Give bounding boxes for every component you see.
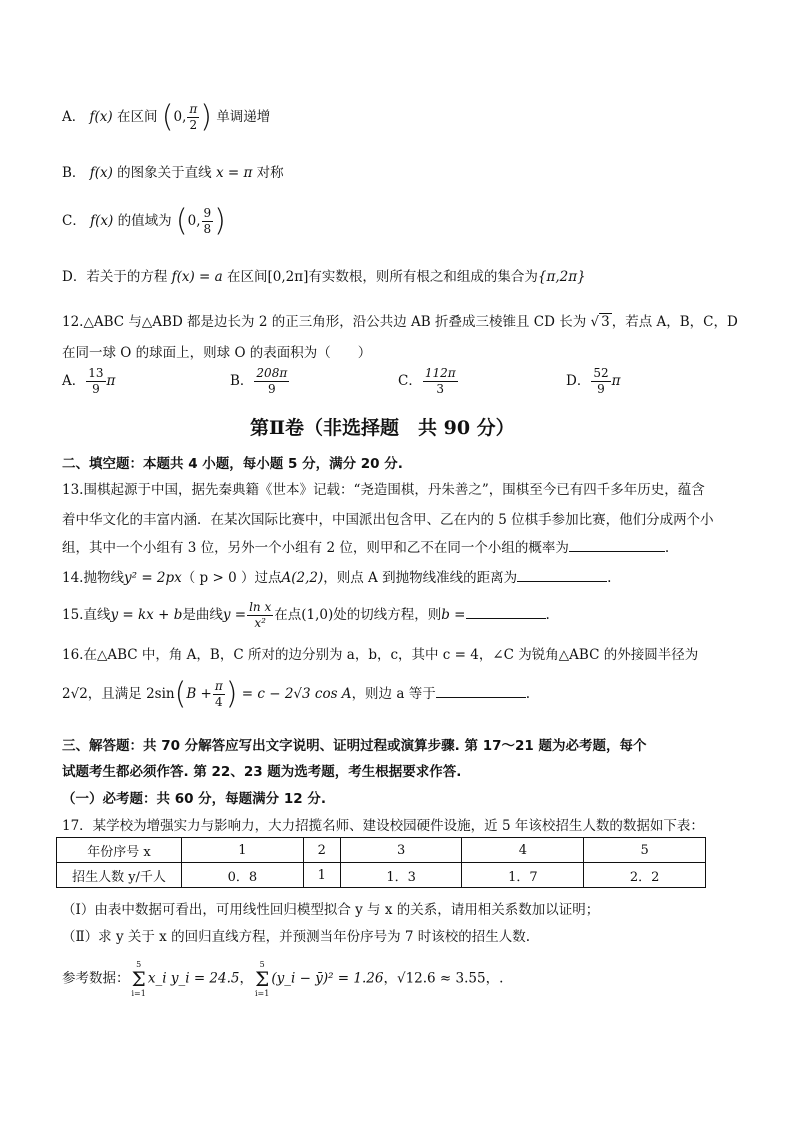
table-cell: 4 [462, 838, 584, 863]
paren-open: ( [175, 203, 188, 239]
section3-heading-line2: 试题考生都必须作答. 第 22、23 题为选考题，考生根据要求作答. [62, 764, 462, 780]
table-cell: 3 [340, 838, 462, 863]
q15-line [62, 600, 550, 631]
reference-value: (y_i − ȳ)² = 1.26 [271, 970, 384, 987]
question-text: 处的切线方程，则 [333, 607, 442, 623]
sigma-icon: Σ [255, 967, 270, 991]
fraction-denominator: 3 [436, 382, 445, 396]
equation-b: B + [186, 686, 212, 702]
equation: y² = 2px [123, 570, 182, 586]
table-row [57, 838, 706, 863]
option-label: A． [62, 373, 86, 389]
q12-line2 [62, 341, 371, 361]
q17-part1: （Ⅰ）由表中数据可看出，可用线性回归模型拟合 y 与 x 的关系，请用相关系数加以证明； [62, 902, 600, 918]
q12-option-c [398, 366, 459, 397]
fraction-numerator: 52 [593, 366, 609, 380]
question-text: ，若点 A，B，C，D [611, 314, 738, 330]
fraction-numerator: 112π [424, 366, 456, 380]
option-tail: 对称 [256, 165, 284, 181]
sqrt-value: 3 [601, 314, 610, 330]
period: . [607, 570, 612, 586]
q13-line2: 着中华文化的丰富内涵．在某次国际比赛中，中国派出包含甲、乙在内的 5 位棋手参加比赛，他们分成两个小 [62, 512, 714, 528]
reference-label: 参考数据： [62, 970, 130, 987]
point: A(2,2) [281, 570, 324, 586]
q11-option-b [62, 161, 284, 181]
q17-part2: （Ⅱ）求 y 关于 x 的回归直线方程，并预测当年份序号为 7 时该校的招生人数. [62, 929, 531, 945]
q11-option-a [62, 99, 271, 135]
q17-reference-data: 参考数据： 5 Σ i=1 x_i y_i = 24.5， 5 Σ i=1 (y_i − ȳ)² = 1.26，√12.6 ≈ 3.55，. [62, 960, 504, 998]
table-cell: 2．2 [584, 863, 706, 888]
function-expr: f(x) [89, 109, 113, 125]
q12-option-d [566, 366, 620, 397]
answer-blank [569, 539, 665, 552]
fraction-denominator: 9 [597, 382, 605, 396]
period: . [664, 540, 670, 556]
paren-open: ( [174, 676, 187, 712]
section3-heading-line1: 三、解答题：共 70 分解答应写出文字说明、证明过程或演算步骤. 第 17～21 题为必考题，每个 [62, 738, 647, 754]
q12-option-b [230, 366, 290, 397]
fraction [247, 600, 273, 631]
q17-intro: 17．某学校为增强实力与影响力，大力招揽名师、建设校园硬件设施，近 5 年该校招生人数的数据如下表： [62, 818, 704, 834]
equation: y = kx + b [110, 607, 183, 623]
function-expr: f(x) [90, 213, 114, 229]
fraction [591, 366, 610, 397]
question-text: 在同一球 O 的球面上，则球 O 的表面积为（ ） [62, 345, 372, 361]
pi-symbol: π [106, 373, 116, 389]
q13-line1: 13.围棋起源于中国，据先秦典籍《世本》记载：“尧造围棋，丹朱善之”，围棋至今已有四千多年历史，蕴含 [62, 482, 705, 498]
option-text: 有实数根，则所有根之和组成的集合为 [308, 269, 538, 285]
fraction [86, 366, 105, 397]
fraction-numerator: 208π [256, 366, 288, 380]
sqrt-symbol: √ [590, 314, 600, 330]
answer-blank [466, 606, 546, 619]
point: (1,0) [301, 607, 334, 623]
paren-open: ( [161, 99, 174, 135]
interval: [0,2π] [267, 269, 309, 285]
option-label: D． [566, 373, 591, 389]
reference-value: x_i y_i = 24.5 [147, 970, 240, 987]
question-text: ，且满足 [87, 686, 142, 702]
table-cell: 1 [182, 838, 304, 863]
answer-blank [517, 569, 607, 582]
reference-value: √12.6 ≈ 3.55 [396, 970, 486, 987]
part2-title: 第Ⅱ卷（非选择题 共 90 分） [250, 417, 515, 439]
table-cell: 2 [303, 838, 340, 863]
equation: f(x) = a [171, 269, 223, 285]
curve-y: y = [222, 607, 247, 623]
equation: x = π [215, 165, 253, 181]
option-text: 若关于的方程 [86, 269, 168, 285]
fraction [423, 366, 458, 397]
fraction-numerator: π [189, 102, 198, 116]
interval-start: 0, [187, 213, 201, 229]
option-text: 的值域为 [117, 213, 172, 229]
sum-upper: 5 [259, 960, 265, 969]
answer-set: {π,2π} [537, 269, 586, 285]
fraction [213, 679, 225, 710]
option-text: 在区间 [117, 109, 158, 125]
q13-line3 [62, 536, 669, 556]
fraction-denominator: 9 [268, 382, 276, 396]
fraction-numerator: π [214, 679, 223, 693]
fraction-denominator: x² [254, 616, 266, 630]
table-cell: 0．8 [182, 863, 304, 888]
table-row [57, 863, 706, 888]
reference-end: ，. [485, 970, 504, 987]
answer-blank [436, 685, 526, 698]
question-text: 在点 [274, 607, 302, 623]
q16-line2 [62, 676, 530, 712]
question-text: 15.直线 [62, 607, 111, 623]
question-text: 组，其中一个小组有 3 位，另外一个小组有 2 位，则甲和乙不在同一个小组的概率为 [62, 540, 569, 556]
option-tail: 单调递增 [216, 109, 271, 125]
option-label: B． [230, 373, 254, 389]
table-cell: 1．3 [340, 863, 462, 888]
q12-option-a [62, 366, 115, 397]
table-cell: 1 [303, 863, 340, 888]
fraction-numerator: 13 [88, 366, 104, 380]
q11-option-c [62, 203, 226, 239]
option-label: D． [62, 269, 87, 285]
radius: 2√2 [62, 686, 88, 702]
question-text: ，则点 A 到抛物线准线的距离为 [323, 570, 518, 586]
question-text: ，则边 a 等于 [351, 686, 436, 702]
sigma-icon: Σ [131, 967, 146, 991]
option-label: A． [62, 109, 86, 125]
question-text: 是曲线 [182, 607, 223, 623]
condition: （ p > 0 ）过点 [181, 570, 282, 586]
question-text: 14.抛物线 [62, 570, 124, 586]
fraction-denominator: 2 [189, 118, 198, 132]
period: . [525, 686, 530, 702]
q11-option-d [62, 265, 586, 285]
equation-pre: 2sin [146, 686, 175, 702]
q14-line [62, 566, 611, 586]
section3-subheading: （一）必考题：共 60 分，每题满分 12 分. [62, 791, 327, 807]
section2-heading: 二、填空题：本题共 4 小题，每小题 5 分，满分 20 分. [62, 456, 403, 472]
question-text: 12.△ABC 与△ABD 都是边长为 2 的正三角形，沿公共边 AB 折叠成三棱锥且 CD 长为 [62, 314, 587, 330]
paren-close: ) [225, 676, 238, 712]
table-row-header: 招生人数 y/千人 [57, 863, 182, 888]
summation [132, 960, 146, 998]
enrollment-table [56, 837, 706, 888]
option-text: 的图象关于直线 [117, 165, 212, 181]
option-text: 在区间 [227, 269, 268, 285]
fraction-numerator: 9 [203, 206, 212, 220]
q12-line1 [62, 310, 738, 330]
fraction-denominator: 4 [214, 695, 223, 709]
fraction-denominator: 8 [203, 222, 212, 236]
fraction-denominator: 9 [92, 382, 100, 396]
period: . [545, 607, 550, 623]
interval-start: 0, [173, 109, 187, 125]
function-expr: f(x) [89, 165, 113, 181]
option-label: C． [62, 213, 86, 229]
option-label: B． [62, 165, 86, 181]
equation-post: = c − 2√3 cos A [241, 686, 352, 702]
pi-symbol: π [611, 373, 621, 389]
table-row-header: 年份序号 x [57, 838, 182, 863]
paren-close: ) [214, 203, 226, 239]
option-label: C． [398, 373, 422, 389]
fraction [202, 206, 214, 237]
sum-lower: i=1 [254, 989, 270, 998]
sum-lower: i=1 [131, 989, 146, 998]
fraction-numerator: ln x [249, 600, 272, 614]
fraction [254, 366, 289, 397]
table-cell: 5 [584, 838, 706, 863]
summation [255, 960, 269, 998]
b-expr: b = [441, 607, 466, 623]
q16-line1: 16.在△ABC 中，角 A，B，C 所对的边分别为 a，b，c，其中 c = 4，∠C 为锐角△ABC 的外接圆半径为 [62, 647, 699, 663]
fraction [187, 102, 199, 133]
sum-upper: 5 [136, 960, 142, 969]
paren-close: ) [200, 99, 213, 135]
table-cell: 1．7 [462, 863, 584, 888]
